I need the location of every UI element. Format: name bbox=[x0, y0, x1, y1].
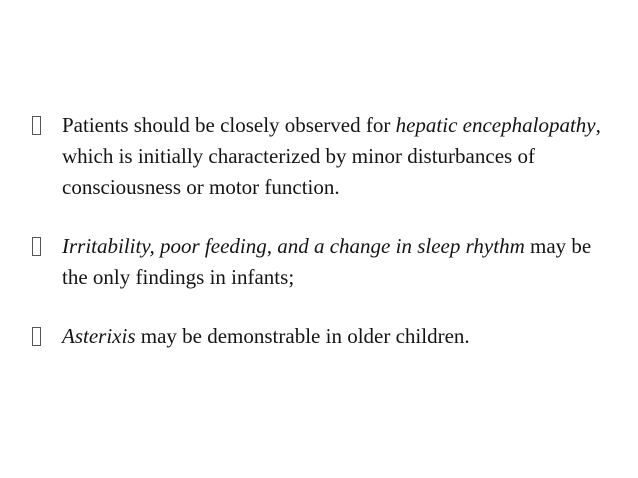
bullet-text-segment: may be the only findings in infants; bbox=[62, 234, 592, 289]
square-bullet-icon bbox=[32, 116, 41, 135]
bullet-text-segment: , which is initially characterized by minor disturbances of consciousness or motor function. bbox=[62, 113, 601, 199]
square-bullet-icon bbox=[32, 237, 41, 256]
bullet-text-segment-italic: hepatic encephalopathy bbox=[395, 113, 596, 137]
bullet-text-segment: Patients should be closely observed for bbox=[62, 113, 396, 137]
bullet-text-segment: may be demonstrable in older children. bbox=[135, 324, 470, 348]
bullet-text-segment-italic: Irritability, poor feeding, and a change in sleep rhythm bbox=[62, 234, 525, 258]
bullet-item-infants bbox=[32, 231, 612, 293]
bullet-text-segment-italic: Asterixis bbox=[62, 324, 136, 348]
bullet-list bbox=[32, 110, 612, 352]
square-bullet-icon bbox=[32, 327, 41, 346]
bullet-item-asterixis bbox=[32, 321, 612, 352]
bullet-item-encephalopathy bbox=[32, 110, 612, 203]
